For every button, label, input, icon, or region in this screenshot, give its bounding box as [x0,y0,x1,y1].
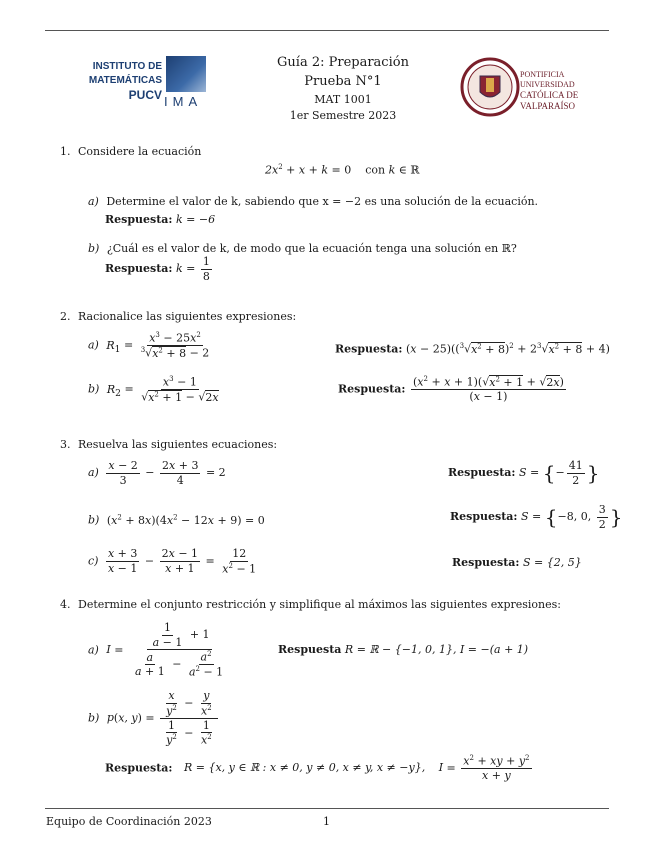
q2-a-label: a) [88,338,99,352]
q2-number: 2. [60,310,71,323]
q4-number: 4. [60,598,71,611]
q1-b-label: b) [88,242,100,255]
q3-a-answer-label: Respuesta: [448,466,516,480]
question-2 [60,310,296,323]
footer-rule [45,808,609,809]
q4-part-b: b) p(x, y) = $\frac{x}{y^2}$ − $\frac{y}{x^2}$ $\frac{1}{y^2}$ − $\frac{1}{x^2}$ [88,690,220,747]
q1-text: Considere la ecuación [78,145,202,158]
q1-b-answer: Respuesta: k = $\frac{1}{8}$ [105,255,210,283]
q3-part-a: a) $\frac{x - 2}{3}$ − $\frac{2x + 3}{4}$ = 2 [88,459,226,487]
q3-b-answer: Respuesta: S = {−8, 0, $\frac{3}{2}$ } [450,503,623,531]
q2-b-answer: Respuesta: $\frac{(x^2 + x + 1)(√x^2 + 1 + √2x)}{(x - 1)}$ [338,375,564,404]
q3-part-b: b) $(x^2 + 8x)(4x^2 - 12x + 9) = 0$ [88,513,265,527]
q4-part-a: a) I = $\frac{1}{a - 1}$ + 1 $\frac{a}{a + 1}$ − $\frac{a^2}{a^2 - 1}$ [88,621,224,679]
q1-b-text: ¿Cuál es el valor de k, de modo que la ecuación tenga una solución en ℝ? [106,242,517,255]
logo-ima: IMA [164,94,203,109]
q4-a-answer-label: Respuesta [278,643,342,656]
page-subtitle: Prueba N°1 [304,73,382,89]
logo-square [166,56,206,92]
q2-part-b: b) $R_2$ = $\frac{x^3 - 1}{√x^2 + 1 - √2x}$ [88,375,219,404]
pucv-line-4: VALPARAÍSO [520,101,576,112]
q1-a-answer [105,213,215,226]
q3-c-answer-value: S = {2, 5} [522,556,582,569]
q1-part-a [88,195,538,208]
pucv-line-1: PONTIFICIA [520,70,565,79]
q4-a-answer [278,643,528,656]
q2-b-label: b) [88,382,100,396]
q4-a-label: a) [88,643,99,657]
q1-a-answer-label: Respuesta: [105,213,173,226]
q3-b-label: b) [88,513,100,527]
footer-text: Equipo de Coordinación 2023 [46,815,212,828]
q3-c-label: c) [88,554,99,568]
q1-part-b [88,242,517,255]
pucv-line-2: UNIVERSIDAD [520,80,575,89]
q2-text: Racionalice las siguientes expresiones: [78,310,297,323]
q4-text: Determine el conjunto restricción y simplifique al máximos las siguientes expresiones: [78,598,561,611]
question-3 [60,438,277,451]
q4-b-answer-set: R = {x, y ∈ ℝ : x ≠ 0, y ≠ 0, x ≠ y, x ≠ −y}, [183,761,426,775]
q3-a-answer: Respuesta: S = {− $\frac{41}{2}$ } [448,459,600,487]
q1-equation: $2x^2 + x + k = 0$ con k ∈ ℝ [265,163,420,177]
q1-b-answer-label: Respuesta: [105,262,173,276]
q3-number: 3. [60,438,71,451]
q3-c-answer [452,556,582,569]
q3-a-label: a) [88,466,99,480]
q1-b-answer-pre: k = [175,262,196,276]
page-number: 1 [323,815,330,828]
q1-a-text: Determine el valor de k, sabiendo que x = −2 es una solución de la ecuación. [106,195,539,208]
pucv-logo [460,56,600,118]
q2-part-a: a) $R_1$ = $\frac{x^3 - 25x^2}{^3√x^2 + 8 - 2}$ [88,331,210,360]
q4-b-label: b) [88,711,100,725]
logo-line-3: PUCV [128,88,162,102]
q2-a-answer-label: Respuesta: [335,342,403,356]
q1-number: 1. [60,145,71,158]
q3-b-answer-label: Respuesta: [450,510,518,524]
question-4 [60,598,561,611]
question-1 [60,145,201,158]
header-rule [45,30,609,31]
ima-logo [80,56,210,116]
q3-text: Resuelva las siguientes ecuaciones: [78,438,278,451]
course-code: MAT 1001 [314,92,372,106]
q3-c-answer-label: Respuesta: [452,556,520,569]
q4-b-answer: Respuesta: R = {x, y ∈ ℝ : x ≠ 0, y ≠ 0, x ≠ y, x ≠ −y}, I = $\frac{x^2 + xy + y^2}{x + y}$ [105,754,530,783]
pucv-line-3: CATÓLICA DE [520,90,579,100]
q4-b-answer-label: Respuesta: [105,761,173,775]
page-title: Guía 2: Preparación [277,55,409,70]
logo-line-1: INSTITUTO DE [92,61,162,72]
logo-line-2: MATEMÁTICAS [88,74,162,86]
semester: 1er Semestre 2023 [289,108,397,122]
q2-a-answer: Respuesta: $(x - 25)((^3√x^2 + 8)^2 + 2^3√x^2 + 8 + 4)$ [335,342,610,356]
q4-a-answer-value: R = ℝ − {−1, 0, 1}, I = −(a + 1) [344,643,529,656]
q2-b-answer-label: Respuesta: [338,382,406,396]
q1-a-answer-value: k = −6 [175,213,216,226]
q3-part-c: c) $\frac{x + 3}{x - 1}$ − $\frac{2x - 1}{x + 1}$ = $\frac{12}{x^2 - 1}$ [88,547,257,576]
q1-a-label: a) [88,195,99,208]
pucv-crest-icon [460,56,520,118]
